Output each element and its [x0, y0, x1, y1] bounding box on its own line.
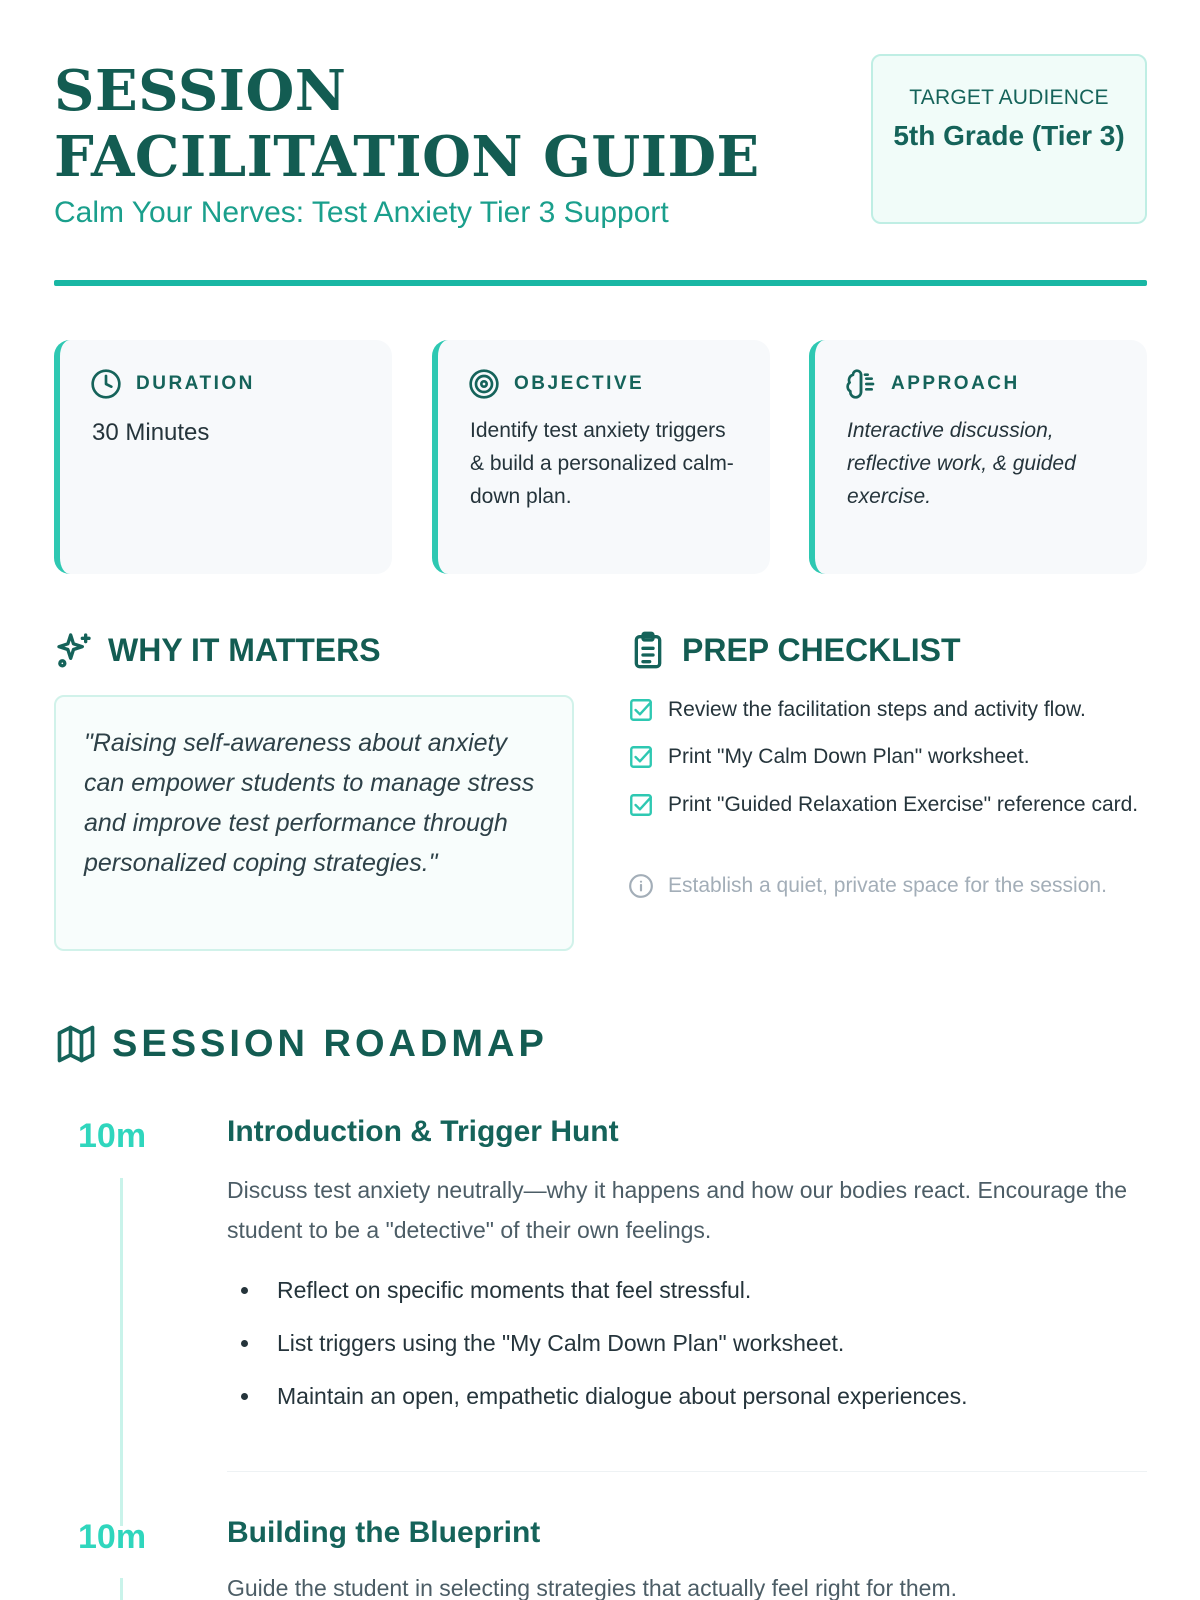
- objective-text: Identify test anxiety triggers & build a personalized calm-down plan.: [470, 419, 734, 508]
- why-it-matters-heading: [54, 630, 381, 670]
- approach-label: APPROACH: [891, 373, 1020, 394]
- checklist-item: [628, 740, 1148, 773]
- session-roadmap-title: SESSION ROADMAP: [112, 1022, 548, 1065]
- step-bullet: Reflect on specific moments that feel stressful.: [227, 1275, 1147, 1305]
- checkbox-checked-icon: [628, 792, 654, 818]
- step-title: Introduction & Trigger Hunt: [227, 1115, 619, 1148]
- step-description: Guide the student in selecting strategies that actually feel right for them.: [227, 1575, 958, 1600]
- page-subtitle: Calm Your Nerves: Test Anxiety Tier 3 Support: [54, 196, 669, 229]
- checklist-item-text: Print "My Calm Down Plan" worksheet.: [668, 745, 1030, 768]
- page-title: SESSION FACILITATION GUIDE: [54, 58, 760, 190]
- why-it-matters-quote: "Raising self-awareness about anxiety can empower students to manage stress and improve test performance through personalized coping strategies.": [84, 729, 535, 877]
- checklist-item-text: Review the facilitation steps and activity flow.: [668, 698, 1086, 721]
- brain-icon: [845, 368, 877, 400]
- step-bullet-list: [227, 1275, 1147, 1434]
- checklist-item: [628, 869, 1148, 902]
- target-audience-box: [871, 54, 1147, 224]
- clipboard-icon: [628, 630, 668, 670]
- timeline-line: [120, 1178, 123, 1526]
- checkbox-checked-icon: [628, 697, 654, 723]
- duration-card: [54, 340, 392, 574]
- objective-card: [432, 340, 770, 574]
- target-icon: [468, 368, 500, 400]
- step-title: Building the Blueprint: [227, 1516, 541, 1549]
- step-divider: [227, 1471, 1147, 1472]
- sparkles-icon: [54, 630, 94, 670]
- duration-label: DURATION: [136, 373, 255, 394]
- prep-checklist-heading: [628, 630, 961, 670]
- step-time: 10m: [78, 1518, 147, 1556]
- approach-text: Interactive discussion, reflective work, & guided exercise.: [847, 419, 1076, 508]
- step-bullet: Maintain an open, empathetic dialogue about personal experiences.: [227, 1381, 1147, 1411]
- step-time: 10m: [78, 1117, 147, 1155]
- session-roadmap-heading: [54, 1022, 548, 1066]
- approach-card: [809, 340, 1147, 574]
- step-description: Discuss test anxiety neutrally—why it happens and how our bodies react. Encourage the student to be a "detective" of their own feelings.: [227, 1177, 1128, 1243]
- map-icon: [54, 1022, 98, 1066]
- checklist-item: [628, 693, 1148, 726]
- duration-value: 30 Minutes: [92, 419, 210, 446]
- checkbox-checked-icon: [628, 744, 654, 770]
- checklist-item-text: Print "Guided Relaxation Exercise" reference card.: [668, 793, 1139, 816]
- target-audience-label: TARGET AUDIENCE: [909, 86, 1109, 109]
- timeline-line: [120, 1578, 123, 1600]
- checklist-item-text: Establish a quiet, private space for the session.: [668, 874, 1107, 897]
- checklist-item: [628, 788, 1148, 821]
- info-icon: [628, 873, 654, 899]
- header-divider: [54, 280, 1147, 286]
- prep-checklist-title: PREP CHECKLIST: [682, 631, 961, 668]
- why-it-matters-quote-box: [54, 695, 574, 951]
- clock-icon: [90, 368, 122, 400]
- target-audience-value: 5th Grade (Tier 3): [893, 120, 1125, 151]
- objective-label: OBJECTIVE: [514, 373, 645, 394]
- why-it-matters-title: WHY IT MATTERS: [108, 631, 381, 668]
- step-bullet: List triggers using the "My Calm Down Plan" worksheet.: [227, 1328, 1147, 1358]
